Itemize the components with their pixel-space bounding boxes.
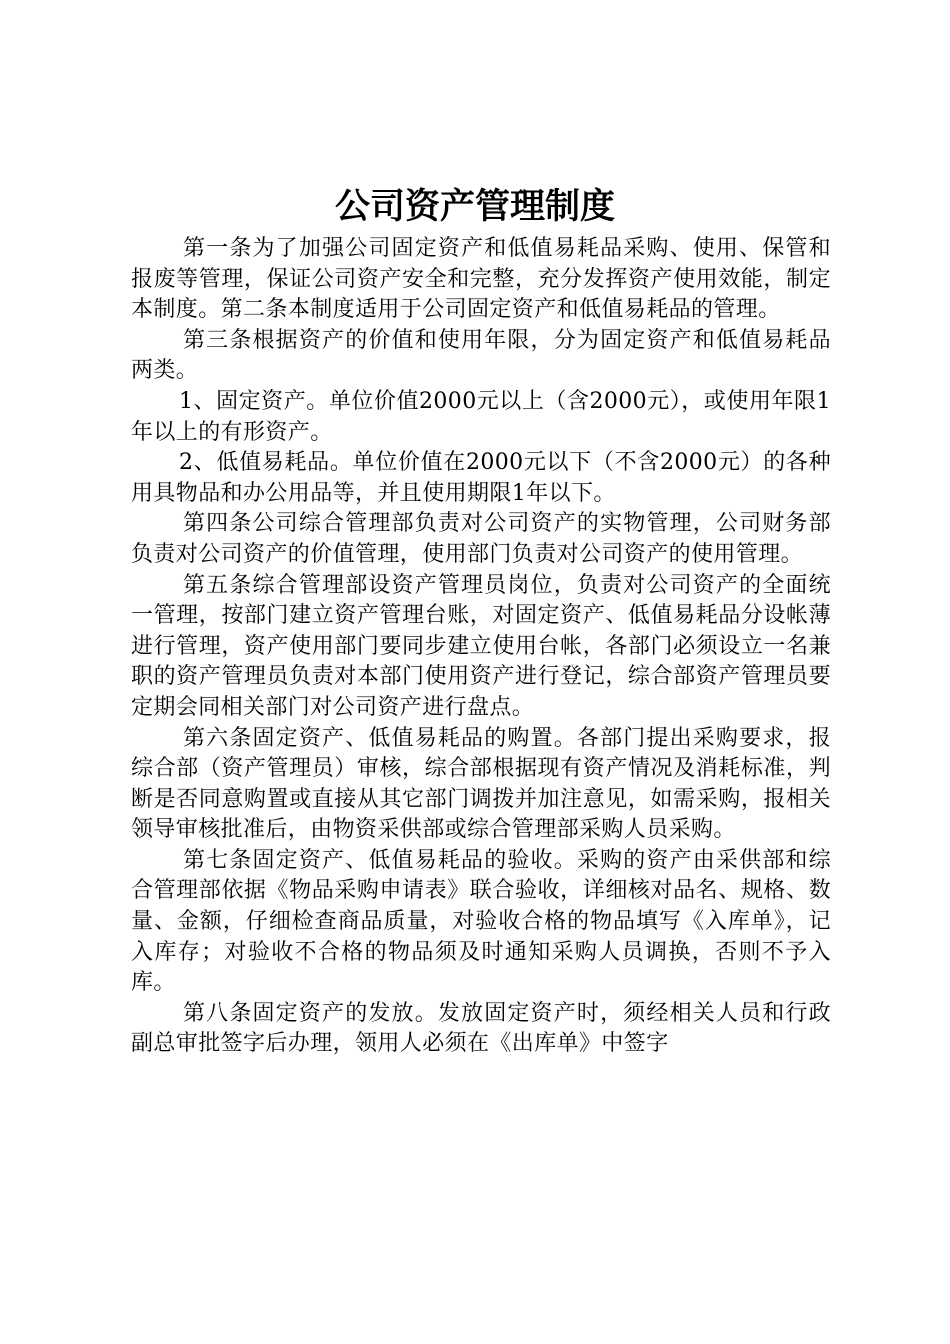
paragraph-article-8: 第八条固定资产的发放。发放固定资产时，须经相关人员和行政副总审批签字后办理，领用人必须在《出库单》中签字 (131, 1000, 831, 1057)
paragraph-article-5: 第五条综合管理部设资产管理员岗位，负责对公司资产的全面统一管理，按部门建立资产管理台账，对固定资产、低值易耗品分设帐薄进行管理，资产使用部门要同步建立使用台帐，各部门必须设立一名兼职的资产管理员负责对本部门使用资产进行登记，综合部资产管理员要定期会同相关部门对公司资产进行盘点。 (131, 572, 831, 720)
paragraph-article-6: 第六条固定资产、低值易耗品的购置。各部门提出采购要求，报综合部（资产管理员）审核，综合部根据现有资产情况及消耗标准，判断是否同意购置或直接从其它部门调拨并加注意见，如需采购，报相关领导审核批准后，由物资采供部或综合管理部采购人员采购。 (131, 725, 831, 843)
paragraph-article-1-2: 第一条为了加强公司固定资产和低值易耗品采购、使用、保管和报废等管理，保证公司资产安全和完整，充分发挥资产使用效能，制定本制度。第二条本制度适用于公司固定资产和低值易耗品的管理。 (131, 236, 831, 323)
document-body (131, 234, 831, 1060)
paragraph-article-7: 第七条固定资产、低值易耗品的验收。采购的资产由采供部和综合管理部依据《物品采购申请表》联合验收，详细核对品名、规格、数量、金额，仔细检查商品质量，对验收合格的物品填写《入库单》，记入库存；对验收不合格的物品须及时通知采购人员调换，否则不予入库。 (131, 847, 831, 996)
paragraph-item-1: 1、固定资产。单位价值2000元以上（含2000元），或使用年限1年以上的有形资产。 (131, 388, 831, 445)
paragraph-article-3: 第三条根据资产的价值和使用年限，分为固定资产和低值易耗品两类。 (131, 327, 831, 384)
paragraph-item-2: 2、低值易耗品。单位价值在2000元以下（不含2000元）的各种用具物品和办公用品等，并且使用期限1年以下。 (131, 450, 831, 506)
document-title: 公司资产管理制度 (334, 186, 615, 227)
paragraph-article-4: 第四条公司综合管理部负责对公司资产的实物管理，公司财务部负责对公司资产的价值管理，使用部门负责对公司资产的使用管理。 (131, 511, 831, 567)
